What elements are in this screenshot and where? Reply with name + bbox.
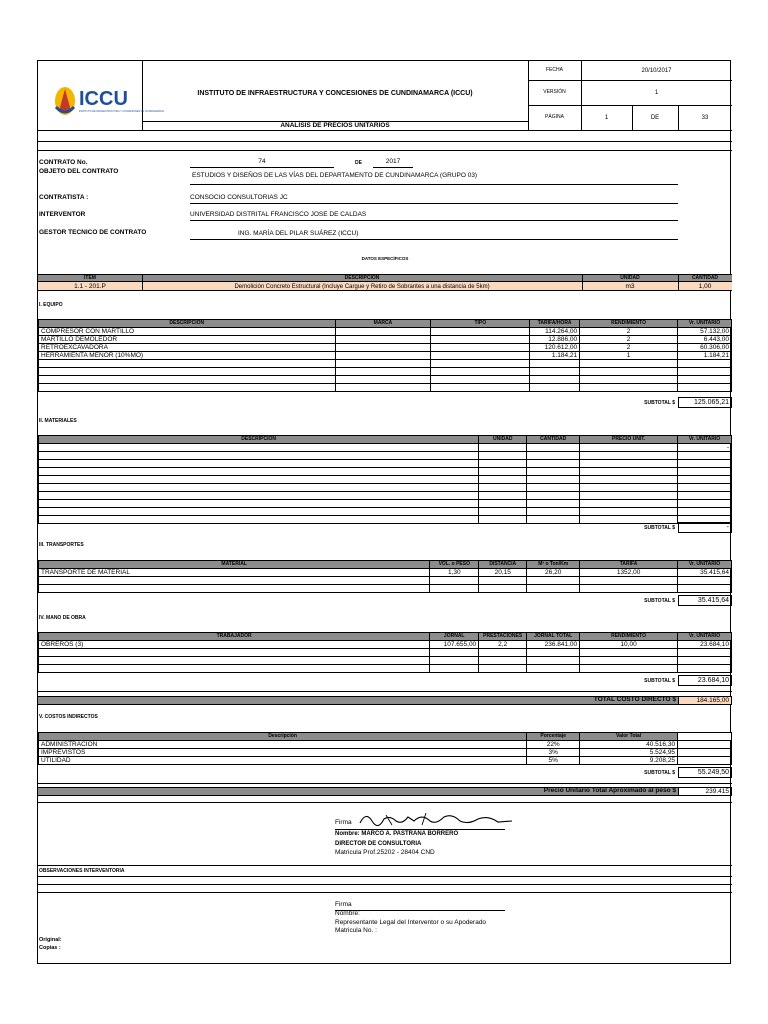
materiales-header-desc: DESCRIPCIÓN [39, 436, 479, 444]
mano-obra-unitario: 23.684,10 [678, 641, 732, 649]
contrato-number: 74 [258, 158, 266, 165]
table-row [39, 360, 732, 368]
firma1-nombre: Nombre: MARCO A. PASTRANA BORRERO [335, 831, 459, 837]
equipo-desc: COMPRESOR CON MARTILLO [39, 328, 336, 336]
mano-obra-subtotal: 23.684,10 [678, 675, 732, 686]
svg-text:INSTITUTO DE INFRAESTRUCTURA Y: INSTITUTO DE INFRAESTRUCTURA Y CONCESIONES DE CUNDINAMARCA [79, 110, 165, 113]
signature-image [356, 809, 516, 829]
footer-original: Original: [39, 937, 62, 943]
mano-obra-title: IV. MANO DE OBRA [39, 615, 86, 621]
mano-obra-header-rendimiento: RENDIMIENTO [580, 633, 678, 641]
firma1-cargo: DIRECTOR DE CONSULTORIA [335, 841, 422, 847]
table-row [39, 585, 732, 593]
firma1-label: Firma [335, 819, 352, 826]
table-row [39, 657, 732, 665]
transportes-distancia: 20,15 [479, 569, 527, 577]
gestor-label: GESTOR TECNICO DE CONTRATO [39, 229, 147, 236]
mano-obra-header-unitario: Vr. UNITARIO [678, 633, 732, 641]
transportes-unitario: 35.415,64 [678, 569, 732, 577]
total-label: TOTAL COSTO DIRECTO $ [593, 696, 676, 703]
footer-copias: Copias : [39, 945, 61, 951]
table-row [39, 344, 732, 352]
equipo-title: I. EQUIPO [39, 302, 63, 308]
equipo-tipo [431, 336, 530, 344]
transportes-header-tarifa: TARIFA [580, 561, 678, 569]
equipo-unitario: 1.184,21 [678, 352, 732, 360]
mano-obra-jornal: 107.655,00 [430, 641, 479, 649]
equipo-desc: MARTILLO DEMOLEDOR [39, 336, 336, 344]
table-row [39, 376, 732, 384]
observaciones-title: OBSERVACIONES INTERVENTORIA [39, 868, 125, 874]
equipo-marca [335, 344, 431, 352]
equipo-tipo [431, 344, 530, 352]
equipo-subtotal-label: SUBTOTAL $ [644, 400, 675, 406]
transportes-m3km: 26,20 [527, 569, 580, 577]
equipo-tarifa: 1.184,21 [530, 352, 580, 360]
materiales-subtotal: - [678, 522, 732, 533]
price-analysis-sheet [37, 60, 731, 964]
indirectos-porcentaje: 22% [527, 741, 580, 749]
table-row [39, 741, 732, 749]
equipo-header-tarifa: TARIFA/HORA [530, 320, 580, 328]
datos-unidad-header: UNIDAD [620, 275, 640, 281]
equipo-header-desc: DESCRIPCIÓN [39, 320, 336, 328]
materiales-header-unitario: Vr. UNITARIO [678, 436, 732, 444]
equipo-header-tipo: TIPO [431, 320, 530, 328]
objeto-value: ESTUDIOS Y DISEÑOS DE LAS VÍAS DEL DEPARTAMENTO DE CUNDINAMARCA (GRUPO 03) [192, 172, 478, 179]
equipo-header-row [39, 320, 732, 328]
mano-obra-subtotal-label: SUBTOTAL $ [644, 678, 675, 684]
equipo-header-rendimiento: RENDIMIENTO [580, 320, 678, 328]
equipo-tarifa: 12.886,00 [530, 336, 580, 344]
mano-obra-header-trabajador: TRABAJADOR [39, 633, 430, 641]
equipo-unitario: 6.443,00 [678, 336, 732, 344]
indirectos-valor: 9.208,25 [580, 757, 678, 765]
objeto-label: OBJETO DEL CONTRATO [39, 168, 119, 175]
mano-obra-rendimiento: 10,00 [580, 641, 678, 649]
transportes-header-row [39, 561, 732, 569]
contratista-value: CONSOCIO CONSULTORIAS JC [190, 194, 288, 201]
equipo-table [38, 319, 732, 392]
contrato-de-label: DE [355, 160, 362, 166]
materiales-header-row [39, 436, 732, 444]
firma2-matricula: Matricula No. : [335, 927, 377, 934]
mano-obra-jornal-total: 236.841,00 [527, 641, 580, 649]
indirectos-desc: ADMINISTRACION [39, 741, 527, 749]
datos-title: DATOS ESPECÍFICOS [361, 256, 409, 261]
equipo-unitario: 57.132,00 [678, 328, 732, 336]
table-row [39, 460, 732, 468]
de-label: DE [650, 115, 660, 121]
version-label: VERSIÓN [543, 89, 566, 95]
equipo-rendimiento: 2 [580, 344, 678, 352]
contratista-label: CONTRATISTA : [39, 194, 89, 201]
table-row [39, 444, 732, 452]
indirectos-header-desc: Descripción [39, 733, 527, 741]
table-row [39, 476, 732, 484]
indirectos-desc: IMPREVISTOS [39, 749, 527, 757]
mano-obra-header-jornal-total: JORNAL TOTAL [527, 633, 580, 641]
equipo-desc: HERRAMIENTA MENOR (10%MO) [39, 352, 336, 360]
table-row [39, 452, 732, 460]
datos-cantidad-header: CANTIDAD [691, 275, 719, 281]
indirectos-header-valor: Valor Total [580, 733, 678, 741]
equipo-unitario: 60.306,00 [678, 344, 732, 352]
datos-item-header: ITEM [84, 275, 96, 281]
materiales-subtotal-label: SUBTOTAL $ [644, 525, 675, 531]
equipo-rendimiento: 2 [580, 328, 678, 336]
equipo-marca [335, 336, 431, 344]
indirectos-header-porcentaje: Porcentaje [527, 733, 580, 741]
datos-unidad: m3 [625, 283, 635, 290]
table-row [39, 328, 732, 336]
firma2-label: Firma [335, 901, 352, 908]
indirectos-table [38, 732, 732, 765]
equipo-tipo [431, 352, 530, 360]
table-row [39, 577, 732, 585]
materiales-header-cantidad: CANTIDAD [527, 436, 580, 444]
equipo-marca [335, 352, 431, 360]
transportes-header-m3km: M³ o Ton/Km [527, 561, 580, 569]
datos-desc-header: DESCRIPCIÓN [344, 275, 380, 281]
gestor-value: ING. MARÍA DEL PILAR SUÁREZ (ICCU) [238, 230, 359, 237]
indirectos-desc: UTILIDAD [39, 757, 527, 765]
table-row [39, 492, 732, 500]
indirectos-subtotal: 55.249,50 [678, 767, 732, 778]
institute-title: INSTITUTO DE INFRAESTRUCTURA Y CONCESIONES DE CUNDINAMARCA (ICCU) [197, 90, 473, 97]
transportes-subtotal-label: SUBTOTAL $ [644, 598, 675, 604]
precio-value: 239.415 [678, 787, 732, 796]
indirectos-subtotal-label: SUBTOTAL $ [644, 770, 675, 776]
table-row [39, 336, 732, 344]
materiales-table [38, 435, 732, 524]
firma2-cargo: Representante Legal del Interventor o su Apoderado [335, 919, 487, 926]
firma1-matricula: Matricula Prof.25202 - 28404 CND [335, 849, 435, 856]
materiales-title: II. MATERIALES [39, 418, 77, 424]
pagina-value: 1 [604, 115, 609, 121]
datos-cantidad: 1,00 [698, 283, 712, 290]
indirectos-title: V. COSTOS INDIRECTOS [39, 714, 98, 720]
materiales-header-precio: PRECIO UNIT. [580, 436, 678, 444]
transportes-title: III. TRANSPORTES [39, 542, 84, 548]
table-row [39, 665, 732, 673]
interventor-label: INTERVENTOR [39, 211, 86, 218]
transportes-table [38, 560, 732, 593]
table-row [39, 757, 732, 765]
mano-obra-header-prestaciones: PRESTACIONES [479, 633, 527, 641]
table-row [39, 352, 732, 360]
indirectos-header-row [39, 733, 732, 741]
equipo-tarifa: 114.264,00 [530, 328, 580, 336]
iccu-logo [47, 81, 165, 121]
table-row [39, 649, 732, 657]
table-row [39, 500, 732, 508]
materiales-unitario: - [678, 444, 732, 452]
indirectos-valor: 40.516,30 [580, 741, 678, 749]
indirectos-porcentaje: 5% [527, 757, 580, 765]
table-row [39, 384, 732, 392]
interventor-value: UNIVERSIDAD DISTRITAL FRANCISCO JOSE DE CALDAS [190, 211, 367, 218]
equipo-subtotal: 125.065,21 [678, 397, 732, 408]
fecha-label: FECHA [546, 67, 563, 73]
pagina-label: PÁGINA [545, 114, 564, 120]
version-value: 1 [654, 90, 659, 96]
equipo-header-unitario: Vr. UNITARIO [678, 320, 732, 328]
svg-text:ICCU: ICCU [79, 88, 128, 110]
transportes-header-unitario: Vr. UNITARIO [678, 561, 732, 569]
table-row [39, 516, 732, 524]
transportes-header-vol: VOL. o PESO [430, 561, 479, 569]
mano-obra-trabajador: OBREROS (3) [39, 641, 430, 649]
indirectos-valor: 5.524,95 [580, 749, 678, 757]
equipo-desc: RETROEXCAVADORA [39, 344, 336, 352]
indirectos-porcentaje: 3% [527, 749, 580, 757]
firma2-nombre: Nombre: [335, 910, 360, 917]
materiales-header-unidad: UNIDAD [479, 436, 527, 444]
transportes-tarifa: 1352,00 [580, 569, 678, 577]
table-row [39, 468, 732, 476]
mano-obra-table [38, 632, 732, 673]
equipo-marca [335, 328, 431, 336]
datos-desc: Demolición Concreto Estructural (Incluye Cargue y Retiro de Sobrantes a una distancia de 5km) [234, 284, 490, 290]
de-value: 33 [701, 115, 709, 121]
mano-obra-header-row [39, 633, 732, 641]
equipo-header-marca: MARCA [335, 320, 431, 328]
fecha-value: 20/10/2017 [641, 68, 672, 74]
table-row [39, 484, 732, 492]
precio-label: Precio Unitario Total Aproximado al peso $ [543, 787, 676, 794]
table-row [39, 569, 732, 577]
transportes-material: TRANSPORTE DE MATERIAL [39, 569, 430, 577]
equipo-tipo [431, 328, 530, 336]
table-row [39, 368, 732, 376]
contrato-year: 2017 [385, 158, 401, 165]
equipo-rendimiento: 2 [580, 336, 678, 344]
table-row [39, 641, 732, 649]
transportes-vol: 1,30 [430, 569, 479, 577]
mano-obra-header-jornal: JORNAL [430, 633, 479, 641]
mano-obra-prestaciones: 2,2 [479, 641, 527, 649]
document-subtitle: ANALISIS DE PRECIOS UNITARIOS [280, 122, 390, 129]
datos-item: 1.1 - 201.P [74, 283, 106, 290]
equipo-tarifa: 120.612,00 [530, 344, 580, 352]
transportes-header-distancia: DISTANCIA [479, 561, 527, 569]
equipo-rendimiento: 1 [580, 352, 678, 360]
contrato-label: CONTRATO No. [39, 159, 88, 166]
table-row [39, 508, 732, 516]
transportes-header-material: MATERIAL [39, 561, 430, 569]
table-row [39, 749, 732, 757]
transportes-subtotal: 35.415,64 [678, 595, 732, 606]
total-value: 184.165,00 [678, 696, 732, 705]
